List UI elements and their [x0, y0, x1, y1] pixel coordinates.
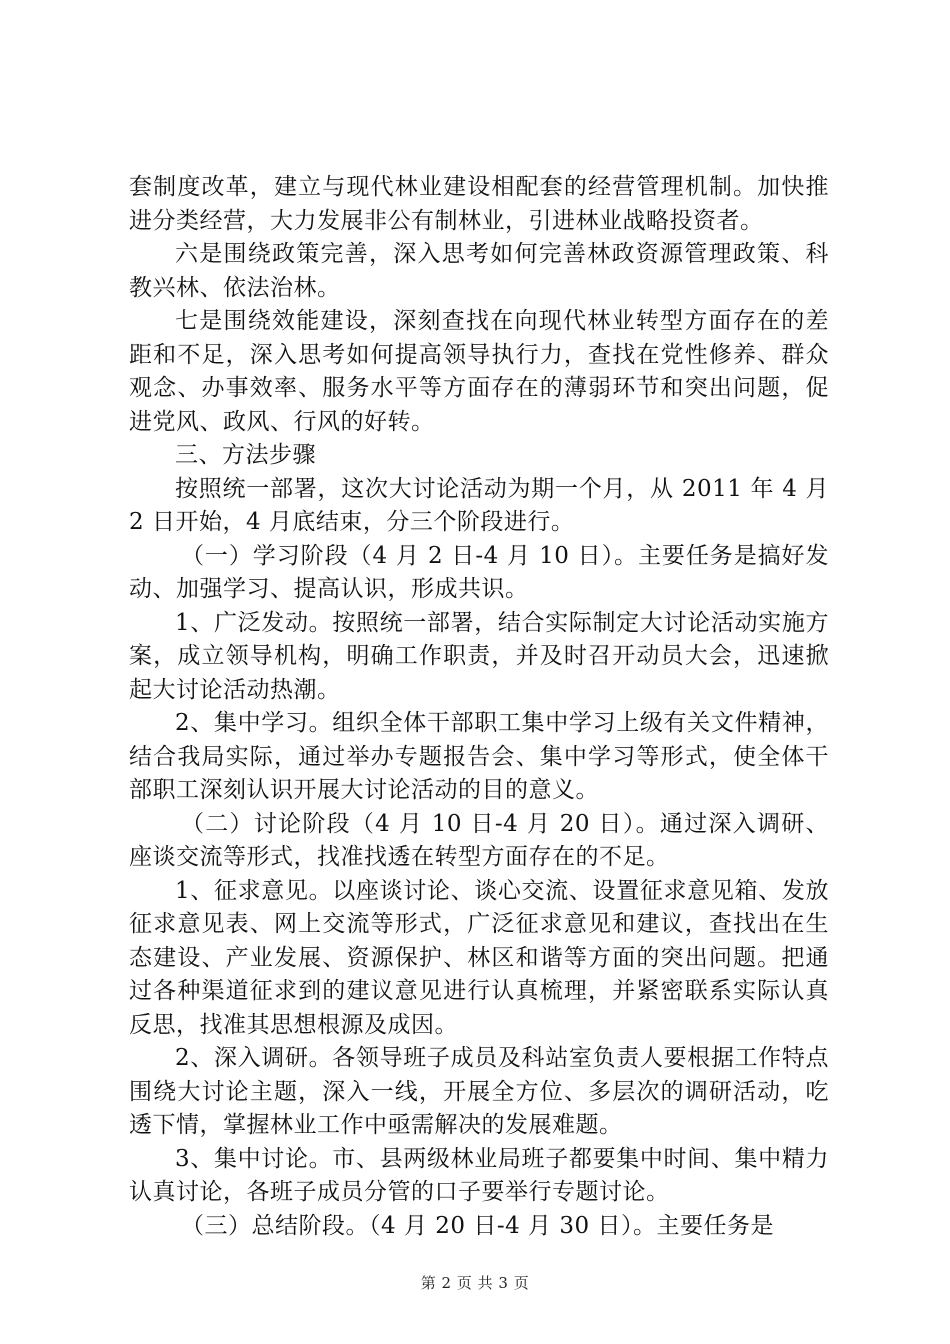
paragraph-policy-improvement: 六是围绕政策完善，深入思考如何完善林政资源管理政策、科教兴林、依法治林。	[129, 241, 829, 301]
section-heading-methods: 三、方法步骤	[175, 442, 316, 468]
subheading-summary-phase: （三）总结阶段。（4 月 20 日-4 月 30 日）。主要任务是	[181, 1212, 774, 1239]
paragraph-continuation: 套制度改革，建立与现代林业建设相配套的经营管理机制。加快推进分类经营，大力发展非公有制林业，引进林业战略投资者。	[129, 174, 829, 234]
subheading-study-phase: （一）学习阶段（4 月 2 日-4 月 10 日）。主要任务是搞好发动、加强学习、提高认识，形成共识。	[129, 542, 829, 602]
paragraph-centralized-discussion: 3、集中讨论。市、县两级林业局班子都要集中时间、集中精力认真讨论，各班子成员分管的口子要举行专题讨论。	[129, 1145, 829, 1205]
paragraph-solicit-opinions: 1、征求意见。以座谈讨论、谈心交流、设置征求意见箱、发放征求意见表、网上交流等形式，广泛征求意见和建议，查找出在生态建设、产业发展、资源保护、林区和谐等方面的突出问题。把通过各种渠道征求到的建议意见进行认真梳理，并紧密联系实际认真反思，找准其思想根源及成因。	[129, 877, 829, 1038]
paragraph-schedule: 按照统一部署，这次大讨论活动为期一个月，从 2011 年 4 月 2 日开始，4 月底结束，分三个阶段进行。	[129, 475, 829, 535]
paragraph-mobilize: 1、广泛发动。按照统一部署，结合实际制定大讨论活动实施方案，成立领导机构，明确工作职责，并及时召开动员大会，迅速掀起大讨论活动热潮。	[129, 609, 829, 703]
paragraph-efficiency-building: 七是围绕效能建设，深刻查找在向现代林业转型方面存在的差距和不足，深入思考如何提高领导执行力，查找在党性修养、群众观念、办事效率、服务水平等方面存在的薄弱环节和突出问题，促进党风、政风、行风的好转。	[129, 308, 829, 435]
paragraph-research: 2、深入调研。各领导班子成员及科站室负责人要根据工作特点围绕大讨论主题，深入一线，开展全方位、多层次的调研活动，吃透下情，掌握林业工作中亟需解决的发展难题。	[129, 1045, 829, 1138]
page-number-footer: 第 2 页 共 3 页	[420, 1274, 530, 1292]
subheading-discussion-phase: （二）讨论阶段（4 月 10 日-4 月 20 日）。通过深入调研、座谈交流等形式，找准找透在转型方面存在的不足。	[129, 810, 829, 870]
document-body	[129, 171, 829, 1243]
paragraph-centralized-study: 2、集中学习。组织全体干部职工集中学习上级有关文件精神，结合我局实际，通过举办专题报告会、集中学习等形式，使全体干部职工深刻认识开展大讨论活动的目的意义。	[129, 710, 829, 803]
